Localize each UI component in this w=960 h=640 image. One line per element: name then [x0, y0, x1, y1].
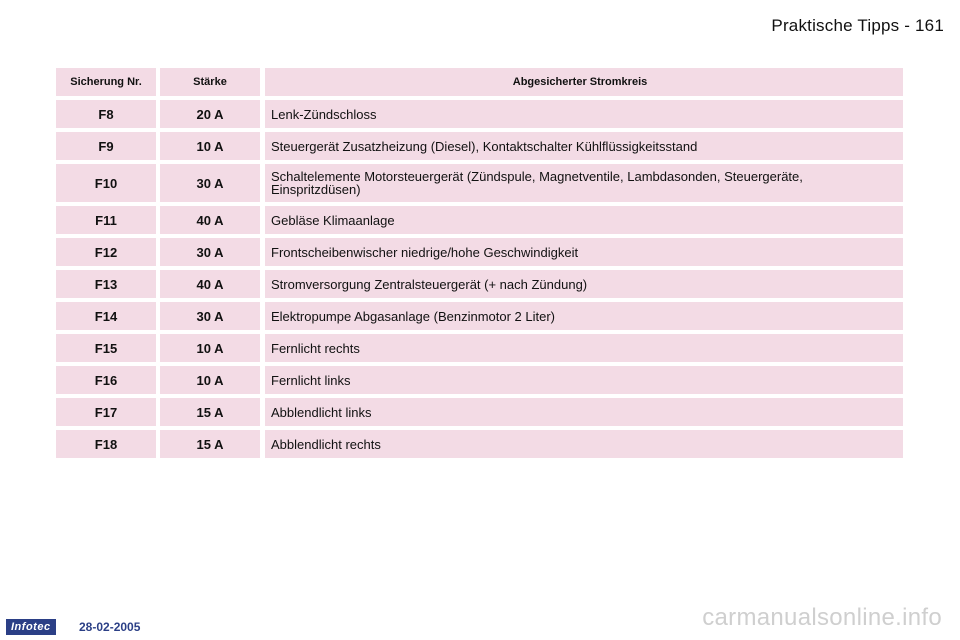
- table-row: [56, 334, 903, 362]
- infotec-logo: Infotec: [6, 619, 56, 635]
- table-row: [56, 206, 903, 234]
- fuse-circuit: Fernlicht links: [265, 366, 903, 394]
- table-row: [56, 302, 903, 330]
- fuse-amperage: 10 A: [160, 334, 260, 362]
- watermark: carmanualsonline.info: [702, 604, 942, 631]
- fuse-circuit: Stromversorgung Zentralsteuergerät (+ nach Zündung): [265, 270, 903, 298]
- table-header-row: [56, 68, 903, 96]
- table-row: [56, 100, 903, 128]
- fuse-amperage: 40 A: [160, 206, 260, 234]
- page-title: Praktische Tipps - 161: [771, 16, 944, 35]
- fuse-number: F11: [56, 206, 156, 234]
- fuse-amperage: 20 A: [160, 100, 260, 128]
- fuse-number: F9: [56, 132, 156, 160]
- table-row: [56, 164, 903, 202]
- fuse-amperage: 15 A: [160, 398, 260, 426]
- fuse-amperage: 15 A: [160, 430, 260, 458]
- fuse-amperage: 10 A: [160, 132, 260, 160]
- fuse-number: F13: [56, 270, 156, 298]
- fuse-number: F12: [56, 238, 156, 266]
- fuse-circuit: Fernlicht rechts: [265, 334, 903, 362]
- table-row: [56, 132, 903, 160]
- column-header-amperage: Stärke: [160, 68, 260, 96]
- fuse-amperage: 30 A: [160, 302, 260, 330]
- fuse-number: F10: [56, 164, 156, 202]
- fuse-circuit: Steuergerät Zusatzheizung (Diesel), Kontaktschalter Kühlflüssigkeitsstand: [265, 132, 903, 160]
- fuse-amperage: 40 A: [160, 270, 260, 298]
- fuse-number: F14: [56, 302, 156, 330]
- fuse-circuit: Elektropumpe Abgasanlage (Benzinmotor 2 Liter): [265, 302, 903, 330]
- fuse-number: F18: [56, 430, 156, 458]
- fuse-table: [56, 68, 903, 462]
- fuse-number: F15: [56, 334, 156, 362]
- fuse-number: F16: [56, 366, 156, 394]
- fuse-number: F8: [56, 100, 156, 128]
- fuse-amperage: 30 A: [160, 164, 260, 202]
- fuse-circuit: Gebläse Klimaanlage: [265, 206, 903, 234]
- column-header-circuit: Abgesicherter Stromkreis: [265, 68, 903, 96]
- table-row: [56, 238, 903, 266]
- fuse-circuit: Lenk-Zündschloss: [265, 100, 903, 128]
- table-row: [56, 430, 903, 458]
- footer-date: 28-02-2005: [79, 620, 141, 634]
- fuse-circuit: Abblendlicht rechts: [265, 430, 903, 458]
- table-row: [56, 270, 903, 298]
- fuse-amperage: 30 A: [160, 238, 260, 266]
- table-row: [56, 366, 903, 394]
- table-row: [56, 398, 903, 426]
- fuse-amperage: 10 A: [160, 366, 260, 394]
- column-header-fuse-number: Sicherung Nr.: [56, 68, 156, 96]
- fuse-circuit: Abblendlicht links: [265, 398, 903, 426]
- fuse-circuit: Frontscheibenwischer niedrige/hohe Geschwindigkeit: [265, 238, 903, 266]
- fuse-circuit: Schaltelemente Motorsteuergerät (Zündspule, Magnetventile, Lambdasonden, Steuergeräte, Einspritzdüsen): [265, 164, 903, 202]
- fuse-number: F17: [56, 398, 156, 426]
